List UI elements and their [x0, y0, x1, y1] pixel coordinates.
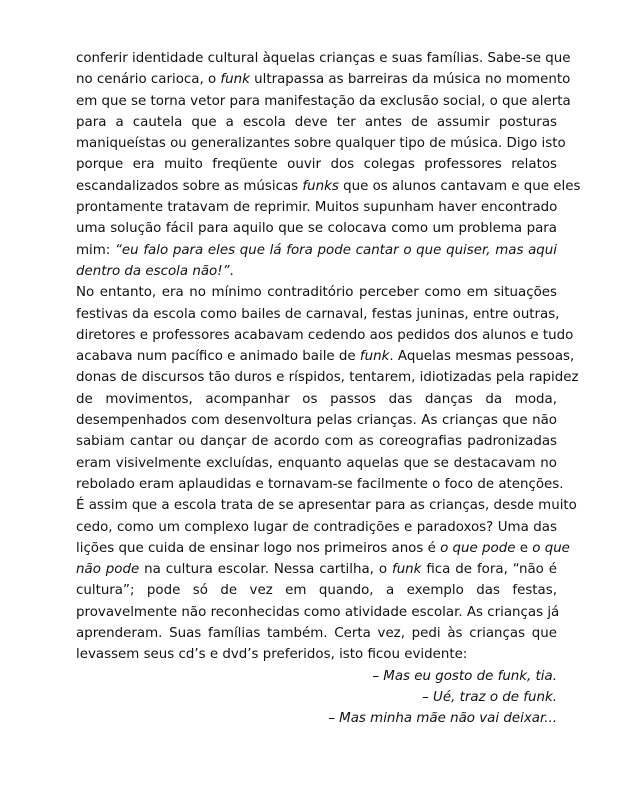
text-line: [76, 346, 575, 367]
text-segment: cedo, como um complexo lugar de contradições e paradoxos? Uma das: [76, 519, 557, 535]
text-segment: e: [515, 540, 533, 556]
text-line: [76, 282, 557, 303]
paragraph: [76, 48, 581, 282]
text-segment: levassem seus cd’s e dvd’s preferidos, isto ficou evidente:: [76, 647, 468, 663]
dialogue-line: – Mas eu gosto de funk, tia.: [372, 668, 557, 684]
text-segment: acabava num pacífico e animado baile de: [76, 349, 360, 365]
text-segment: diretores e professores acabavam cedendo aos pedidos dos alunos e tudo: [76, 327, 574, 343]
text-line: [76, 304, 560, 325]
paragraph: [76, 282, 579, 495]
text-segment: donas de discursos tão duros e ríspidos, tentarem, idiotizadas pela rapidez: [76, 370, 579, 386]
text-segment: . Aquelas mesmas pessoas,: [389, 349, 575, 365]
text-line: [76, 538, 570, 559]
text-segment: maniqueístas ou generalizantes sobre qualquer tipo de música. Digo isto: [76, 136, 566, 152]
dialogue-line: – Ué, traz o de funk.: [422, 689, 557, 705]
text-line: [76, 197, 557, 218]
text-line: [76, 261, 557, 282]
text-segment: É assim que a escola trata de se apresentar para as crianças, desde muito: [76, 498, 577, 514]
text-line: [76, 325, 574, 346]
italic-segment: o que pode: [440, 540, 516, 556]
text-line: [76, 580, 557, 601]
italic-segment: funk: [359, 349, 390, 365]
text-line: [76, 389, 557, 410]
text-segment: cultura”; pode só de vez em quando, a exemplo das festas,: [76, 583, 557, 599]
text-line: [76, 218, 557, 239]
text-line: [76, 69, 571, 90]
text-segment: sabiam cantar ou dançar de acordo com as coreografias padronizadas: [76, 434, 557, 450]
text-segment: em que se torna vetor para manifestação da exclusão social, o que alerta: [76, 93, 571, 109]
italic-segment: funk: [220, 72, 250, 88]
text-segment: uma solução fácil para aquilo que se colocava como um problema para: [76, 221, 557, 237]
text-line: [76, 602, 560, 623]
text-segment: de movimentos, acompanhar os passos das danças da moda,: [76, 391, 557, 407]
text-segment: na cultura escolar. Nessa cartilha, o: [139, 562, 392, 578]
text-segment: desempenhados com desenvoltura pelas crianças. As crianças que não: [76, 413, 557, 429]
text-line: [76, 240, 557, 261]
text-line: [76, 495, 577, 516]
text-segment: rebolado eram aplaudidas e tornavam-se facilmente o foco de atenções.: [76, 476, 564, 492]
text-segment: lições que cuida de ensinar logo nos primeiros anos é: [76, 540, 441, 556]
text-line: [76, 367, 579, 388]
italic-segment: funk: [391, 562, 422, 578]
italic-segment: o que: [532, 540, 570, 556]
text-segment: mim:: [76, 242, 115, 258]
paragraph: [76, 495, 577, 665]
text-line: [76, 154, 557, 175]
text-segment: escandalizados sobre as músicas: [76, 178, 303, 194]
text-segment: conferir identidade cultural àquelas crianças e suas famílias. Sabe-se que: [76, 51, 571, 66]
text-line: [76, 623, 557, 644]
text-line: [76, 431, 557, 452]
italic-segment: funks: [302, 178, 339, 194]
document-page: [76, 48, 581, 730]
text-segment: ultrapassa as barreiras da música no momento: [249, 72, 571, 88]
italic-segment: dentro da escola não!”: [76, 263, 230, 279]
dialogue-block: [76, 666, 557, 730]
text-line: [76, 517, 557, 538]
text-segment: .: [229, 263, 234, 279]
text-segment: provavelmente não reconhecidas como atividade escolar. As crianças já: [76, 604, 560, 620]
text-line: [76, 453, 557, 474]
dialogue-line: – Mas minha mãe não vai deixar...: [328, 711, 557, 727]
text-segment: No entanto, era no mínimo contraditório perceber como em situações: [76, 285, 557, 301]
text-segment: porque era muito freqüente ouvir dos colegas professores relatos: [76, 157, 557, 173]
italic-segment: não pode: [76, 562, 140, 578]
text-segment: eram visivelmente excluídas, enquanto aquelas que se destacavam no: [76, 455, 557, 471]
text-segment: aprenderam. Suas famílias também. Certa vez, pedi às crianças que: [76, 626, 557, 642]
text-line: [76, 644, 557, 665]
text-line: [76, 410, 557, 431]
text-segment: no cenário carioca, o: [76, 72, 221, 88]
italic-segment: “eu falo para eles que lá fora pode cantar o que quiser, mas aqui: [115, 242, 558, 258]
text-segment: festivas da escola como bailes de carnaval, festas juninas, entre outras,: [76, 306, 560, 322]
text-line: [76, 474, 564, 495]
body-text: [76, 48, 581, 666]
text-line: [76, 176, 581, 197]
text-segment: que os alunos cantavam e que eles: [338, 178, 581, 194]
text-line: [76, 112, 557, 133]
text-line: [76, 91, 571, 112]
text-line: [76, 48, 571, 69]
text-segment: fica de fora, “não é: [421, 562, 557, 578]
text-line: [76, 133, 566, 154]
text-segment: para a cautela que a escola deve ter antes de assumir posturas: [76, 114, 557, 130]
text-line: [76, 559, 557, 580]
text-segment: prontamente tratavam de reprimir. Muitos supunham haver encontrado: [76, 200, 558, 216]
